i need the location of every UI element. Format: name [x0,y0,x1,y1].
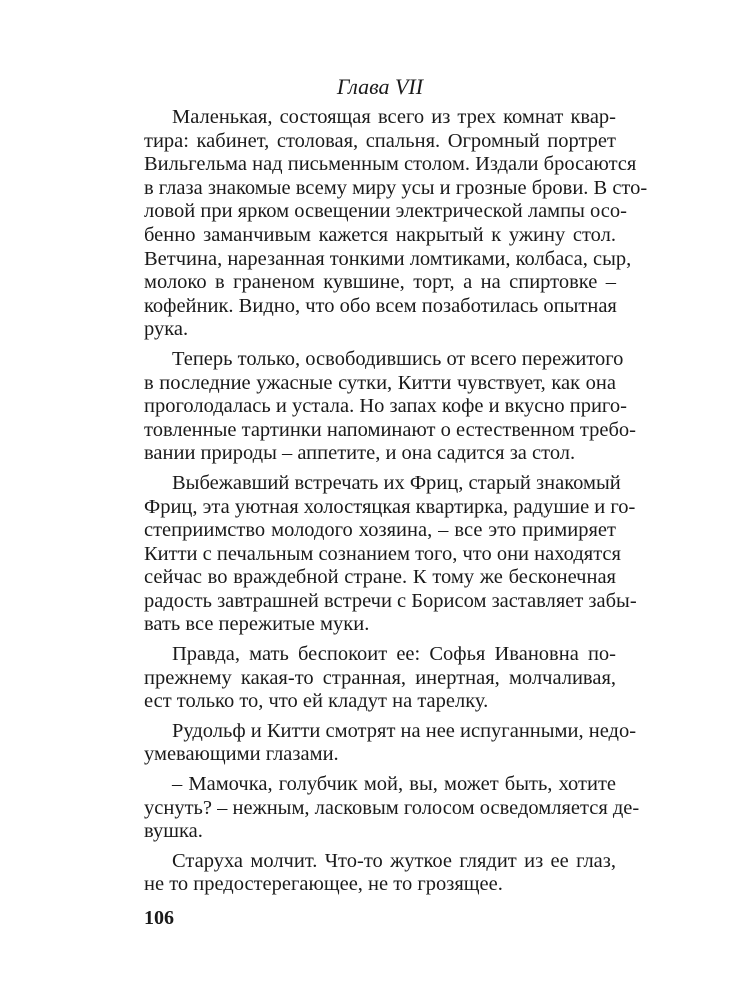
text-line: Рудольф и Китти смотрят на нее испуганными, недо- [172,719,637,742]
text-line: Китти с печальным сознанием того, что они находятся [144,542,621,565]
text-line: Старуха молчит. Что-то жуткое глядит из ее глаз, [172,849,616,872]
text-line: в глаза знакомые всему миру усы и грозные брови. В сто- [144,176,648,199]
text-line: товленные тартинки напоминают о естественном требо- [144,418,636,441]
text-line: умевающими глазами. [144,743,339,766]
text-line: проголодалась и устала. Но запах кофе и вкусно приго- [144,395,627,418]
text-line: ловой при ярком освещении электрической лампы осо- [144,200,627,223]
text-line: прежнему какая-то странная, инертная, молчаливая, [144,666,616,689]
text-line: молоко в граненом кувшине, торт, а на спиртовке – [144,271,616,294]
page-body [144,72,648,903]
text-line: тира: кабинет, столовая, спальня. Огромный портрет [144,129,616,152]
text-line: Теперь только, освободившись от всего пережитого [172,347,624,370]
chapter-title: Глава VII [336,74,424,99]
paragraph [144,643,616,714]
text-line: ест только то, что ей кладут на тарелку. [144,690,489,713]
text-line: радость завтрашней встречи с Борисом заставляет забы- [144,589,637,612]
page-number: 106 [144,907,174,929]
text-line: рука. [144,318,189,341]
text-line: сейчас во враждебной стране. К тому же бесконечная [144,566,616,589]
paragraph [144,850,616,897]
text-line: вать все пережитые муки. [144,613,370,636]
paragraph [144,773,640,844]
paragraph [144,347,636,466]
text-line: Вильгельма над письменным столом. Издали бросаются [144,153,637,176]
text-line: уснуть? – нежным, ласковым голосом осведомляется де- [144,796,640,819]
paragraph [144,471,637,637]
text-line: Выбежавший встречать их Фриц, старый знакомый [172,471,621,494]
text-line: вании природы – аппетите, и она садится за стол. [144,442,576,465]
text-line: в последние ужасные сутки, Китти чувствует, как она [144,371,616,394]
text-line: – Мамочка, голубчик мой, вы, может быть, хотите [172,773,616,796]
text-line: кофейник. Видно, что обо всем позаботилась опытная [144,294,617,317]
text-body [144,106,648,897]
text-line: Ветчина, нарезанная тонкими ломтиками, колбаса, сыр, [144,247,632,270]
text-line: Маленькая, состоящая всего из трех комнат квар- [172,106,616,128]
text-line: Фриц, эта уютная холостяцкая квартирка, радушие и го- [144,495,636,518]
text-line: вушка. [144,820,203,843]
text-line: не то предостерегающее, не то грозящее. [144,873,503,896]
paragraph [144,106,648,342]
text-line: Правда, мать беспокоит ее: Софья Ивановна по- [172,643,616,666]
text-line: степриимство молодого хозяина, – все это примиряет [144,519,616,542]
text-line: бенно заманчивым кажется накрытый к ужину стол. [144,223,616,246]
paragraph [144,719,637,767]
